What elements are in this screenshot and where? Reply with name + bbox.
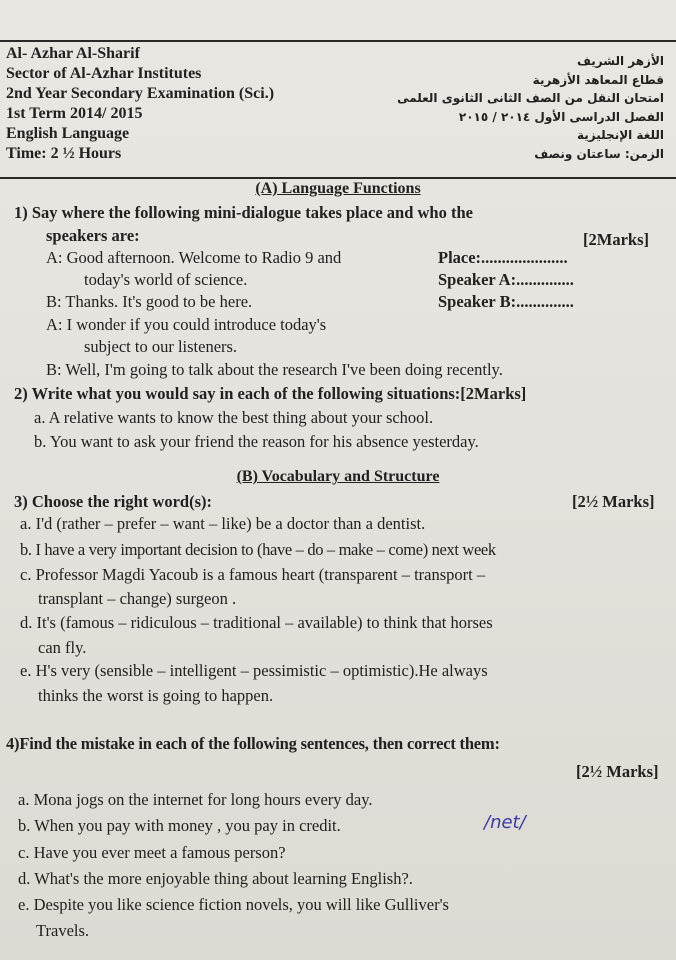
q2-title: 2) Write what you would say in each of the following situations:[2Marks]: [14, 384, 527, 403]
q2-item-a: a. A relative wants to know the best thing about your school.: [34, 408, 434, 427]
q1-speaker-a: Speaker A:..............: [438, 270, 574, 289]
header-divider: [0, 177, 676, 179]
q4-title: 4)Find the mistake in each of the following sentences, then correct them:: [6, 734, 500, 753]
header-line-6: Time: 2 ½ Hours: [6, 145, 122, 162]
q1-marks: [2Marks]: [583, 230, 649, 249]
header-ar-line-2: قطاع المعاهد الأزهرية: [532, 72, 664, 87]
q3-marks: [2½ Marks]: [572, 492, 655, 511]
q4-item-a: a. Mona jogs on the internet for long hours every day.: [18, 790, 373, 809]
handwritten-answer: /net/: [484, 812, 526, 833]
header-line-4: 1st Term 2014/ 2015: [6, 105, 143, 122]
q3-item-e-cont: thinks the worst is going to happen.: [38, 686, 274, 705]
header-line-5: English Language: [6, 125, 130, 142]
q1-dialogue-a1: A: Good afternoon. Welcome to Radio 9 and: [46, 248, 342, 267]
q1-dialogue-a2-cont: subject to our listeners.: [84, 337, 238, 356]
header-english: [6, 44, 336, 164]
header-ar-line-4: الفصل الدراسى الأول ٢٠١٤ / ٢٠١٥: [458, 109, 664, 124]
q1-speaker-b: Speaker B:..............: [438, 292, 574, 311]
q1-dialogue-b1: B: Thanks. It's good to be here.: [46, 292, 253, 311]
header-arabic: [364, 52, 664, 163]
q3-item-e: e. H's very (sensible – intelligent – pessimistic – optimistic).He always: [20, 661, 488, 680]
q3-item-b: b. I have a very important decision to (have – do – make – come) next week: [20, 540, 496, 559]
q2-item-b: b. You want to ask your friend the reason for his absence yesterday.: [34, 432, 479, 451]
header-ar-line-6: الزمن: ساعتان ونصف: [534, 146, 664, 161]
header-line-3: 2nd Year Secondary Examination (Sci.): [6, 85, 275, 102]
q1-place: Place:.....................: [438, 248, 568, 267]
q1-dialogue-b2: B: Well, I'm going to talk about the research I've been doing recently.: [46, 360, 503, 379]
q3-item-d: d. It's (famous – ridiculous – traditional – available) to think that horses: [20, 613, 493, 632]
q1-title-cont: speakers are:: [46, 226, 140, 245]
q3-item-d-cont: can fly.: [38, 638, 87, 657]
q4-marks: [2½ Marks]: [576, 762, 659, 781]
section-b-heading: (B) Vocabulary and Structure: [236, 468, 440, 485]
q3-item-a: a. I'd (rather – prefer – want – like) be a doctor than a dentist.: [20, 514, 426, 533]
header-ar-line-5: اللغة الإنجليزية: [577, 128, 664, 142]
q4-item-c: c. Have you ever meet a famous person?: [18, 843, 286, 862]
header-ar-line-3: امتحان النقل من الصف الثانى الثانوى العلمى: [397, 91, 664, 105]
q1-title: 1) Say where the following mini-dialogue takes place and who the: [14, 203, 473, 222]
q4-item-e: e. Despite you like science fiction novels, you will like Gulliver's: [18, 895, 449, 914]
q1-dialogue-a2: A: I wonder if you could introduce today's: [46, 315, 327, 334]
header-ar-line-1: الأزهر الشريف: [576, 54, 664, 68]
top-border-line: [0, 40, 676, 42]
q1-dialogue-a1-cont: today's world of science.: [84, 270, 248, 289]
header-line-2: Sector of Al-Azhar Institutes: [6, 65, 202, 82]
q4-item-e-cont: Travels.: [36, 921, 90, 940]
q3-item-c-cont: transplant – change) surgeon .: [38, 589, 237, 608]
q3-title: 3) Choose the right word(s):: [14, 492, 212, 511]
header-line-1: Al- Azhar Al-Sharif: [6, 45, 140, 62]
q3-item-c: c. Professor Magdi Yacoub is a famous heart (transparent – transport –: [20, 565, 486, 584]
q4-item-d: d. What's the more enjoyable thing about learning English?.: [18, 869, 413, 888]
section-a-heading: (A) Language Functions: [255, 180, 421, 197]
q4-item-b: b. When you pay with money , you pay in credit.: [18, 816, 341, 835]
